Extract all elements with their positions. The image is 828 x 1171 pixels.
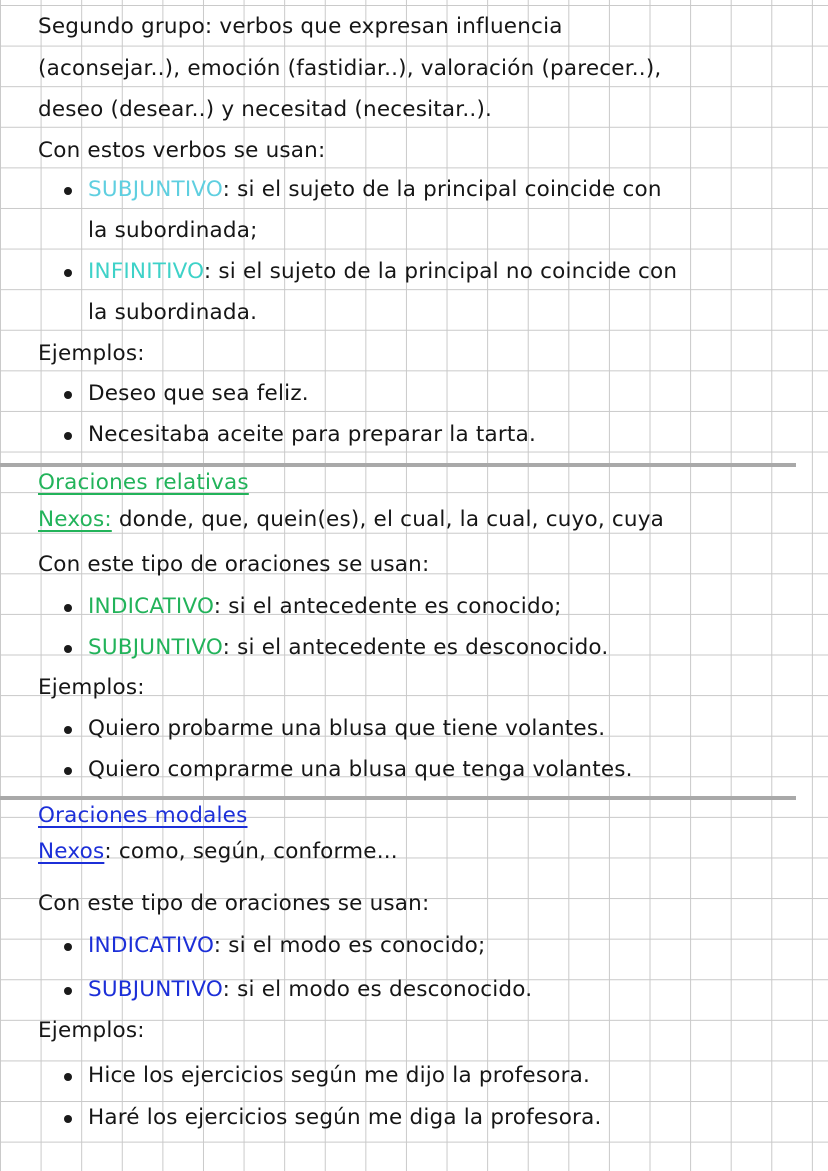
section-divider <box>0 796 796 800</box>
bullet-subjuntivo <box>88 175 662 205</box>
bullet-dot <box>64 269 72 277</box>
usage-heading: Con estos verbos se usan: <box>38 138 326 163</box>
mode-label: INDICATIVO <box>88 933 214 958</box>
section-title-relativas: Oraciones relativas <box>38 470 249 495</box>
examples-heading: Ejemplos: <box>38 341 145 366</box>
bullet-text: : si el sujeto de la principal coincide con <box>222 177 662 202</box>
bullet-dot <box>64 987 72 995</box>
bullet-continuation: la subordinada. <box>88 300 258 325</box>
mode-label: INDICATIVO <box>88 594 214 619</box>
bullet-subjuntivo <box>88 633 608 663</box>
bullet-text: : si el antecedente es conocido; <box>213 594 562 619</box>
bullet-text: : si el modo es desconocido. <box>222 977 533 1002</box>
bullet-dot <box>64 767 72 775</box>
mode-label: INFINITIVO <box>88 259 204 284</box>
bullet-dot <box>64 432 72 440</box>
example-1: Quiero probarme una blusa que tiene volantes. <box>88 716 606 741</box>
nexos-text: : como, según, conforme... <box>104 839 398 864</box>
bullet-indicativo <box>88 931 485 961</box>
nexos-line <box>38 505 664 535</box>
bullet-dot <box>64 645 72 653</box>
section-divider <box>0 463 796 467</box>
mode-label: SUBJUNTIVO <box>88 635 223 660</box>
example-1: Hice los ejercicios según me dijo la profesora. <box>88 1063 591 1088</box>
examples-heading: Ejemplos: <box>38 1018 145 1043</box>
bullet-dot <box>64 391 72 399</box>
nexos-label: Nexos: <box>38 507 112 532</box>
usage-heading: Con este tipo de oraciones se usan: <box>38 552 430 577</box>
example-1: Deseo que sea feliz. <box>88 381 309 406</box>
bullet-text: : si el modo es conocido; <box>213 933 486 958</box>
mode-label: SUBJUNTIVO <box>88 177 223 202</box>
bullet-dot <box>64 1115 72 1123</box>
bullet-dot <box>64 187 72 195</box>
section-title-modales: Oraciones modales <box>38 803 248 828</box>
bullet-dot <box>64 604 72 612</box>
bullet-text: : si el sujeto de la principal no coincide con <box>203 259 678 284</box>
intro-line-3: deseo (desear..) y necesitad (necesitar..). <box>38 97 493 122</box>
bullet-text: : si el antecedente es desconocido. <box>222 635 609 660</box>
nexos-text: donde, que, quein(es), el cual, la cual, cuyo, cuya <box>111 507 665 532</box>
examples-heading: Ejemplos: <box>38 675 145 700</box>
bullet-dot <box>64 726 72 734</box>
bullet-continuation: la subordinada; <box>88 218 258 243</box>
bullet-indicativo <box>88 592 562 622</box>
example-2: Haré los ejercicios según me diga la profesora. <box>88 1105 602 1130</box>
nexos-label: Nexos <box>38 839 105 864</box>
bullet-dot <box>64 943 72 951</box>
mode-label: SUBJUNTIVO <box>88 977 223 1002</box>
example-2: Quiero comprarme una blusa que tenga volantes. <box>88 757 633 782</box>
example-2: Necesitaba aceite para preparar la tarta. <box>88 422 536 447</box>
intro-line-2: (aconsejar..), emoción (fastidiar..), valoración (parecer..), <box>38 56 662 81</box>
intro-line-1: Segundo grupo: verbos que expresan influencia <box>38 14 563 39</box>
nexos-line <box>38 837 398 867</box>
bullet-subjuntivo <box>88 975 532 1005</box>
bullet-infinitivo <box>88 257 677 287</box>
usage-heading: Con este tipo de oraciones se usan: <box>38 891 430 916</box>
bullet-dot <box>64 1073 72 1081</box>
